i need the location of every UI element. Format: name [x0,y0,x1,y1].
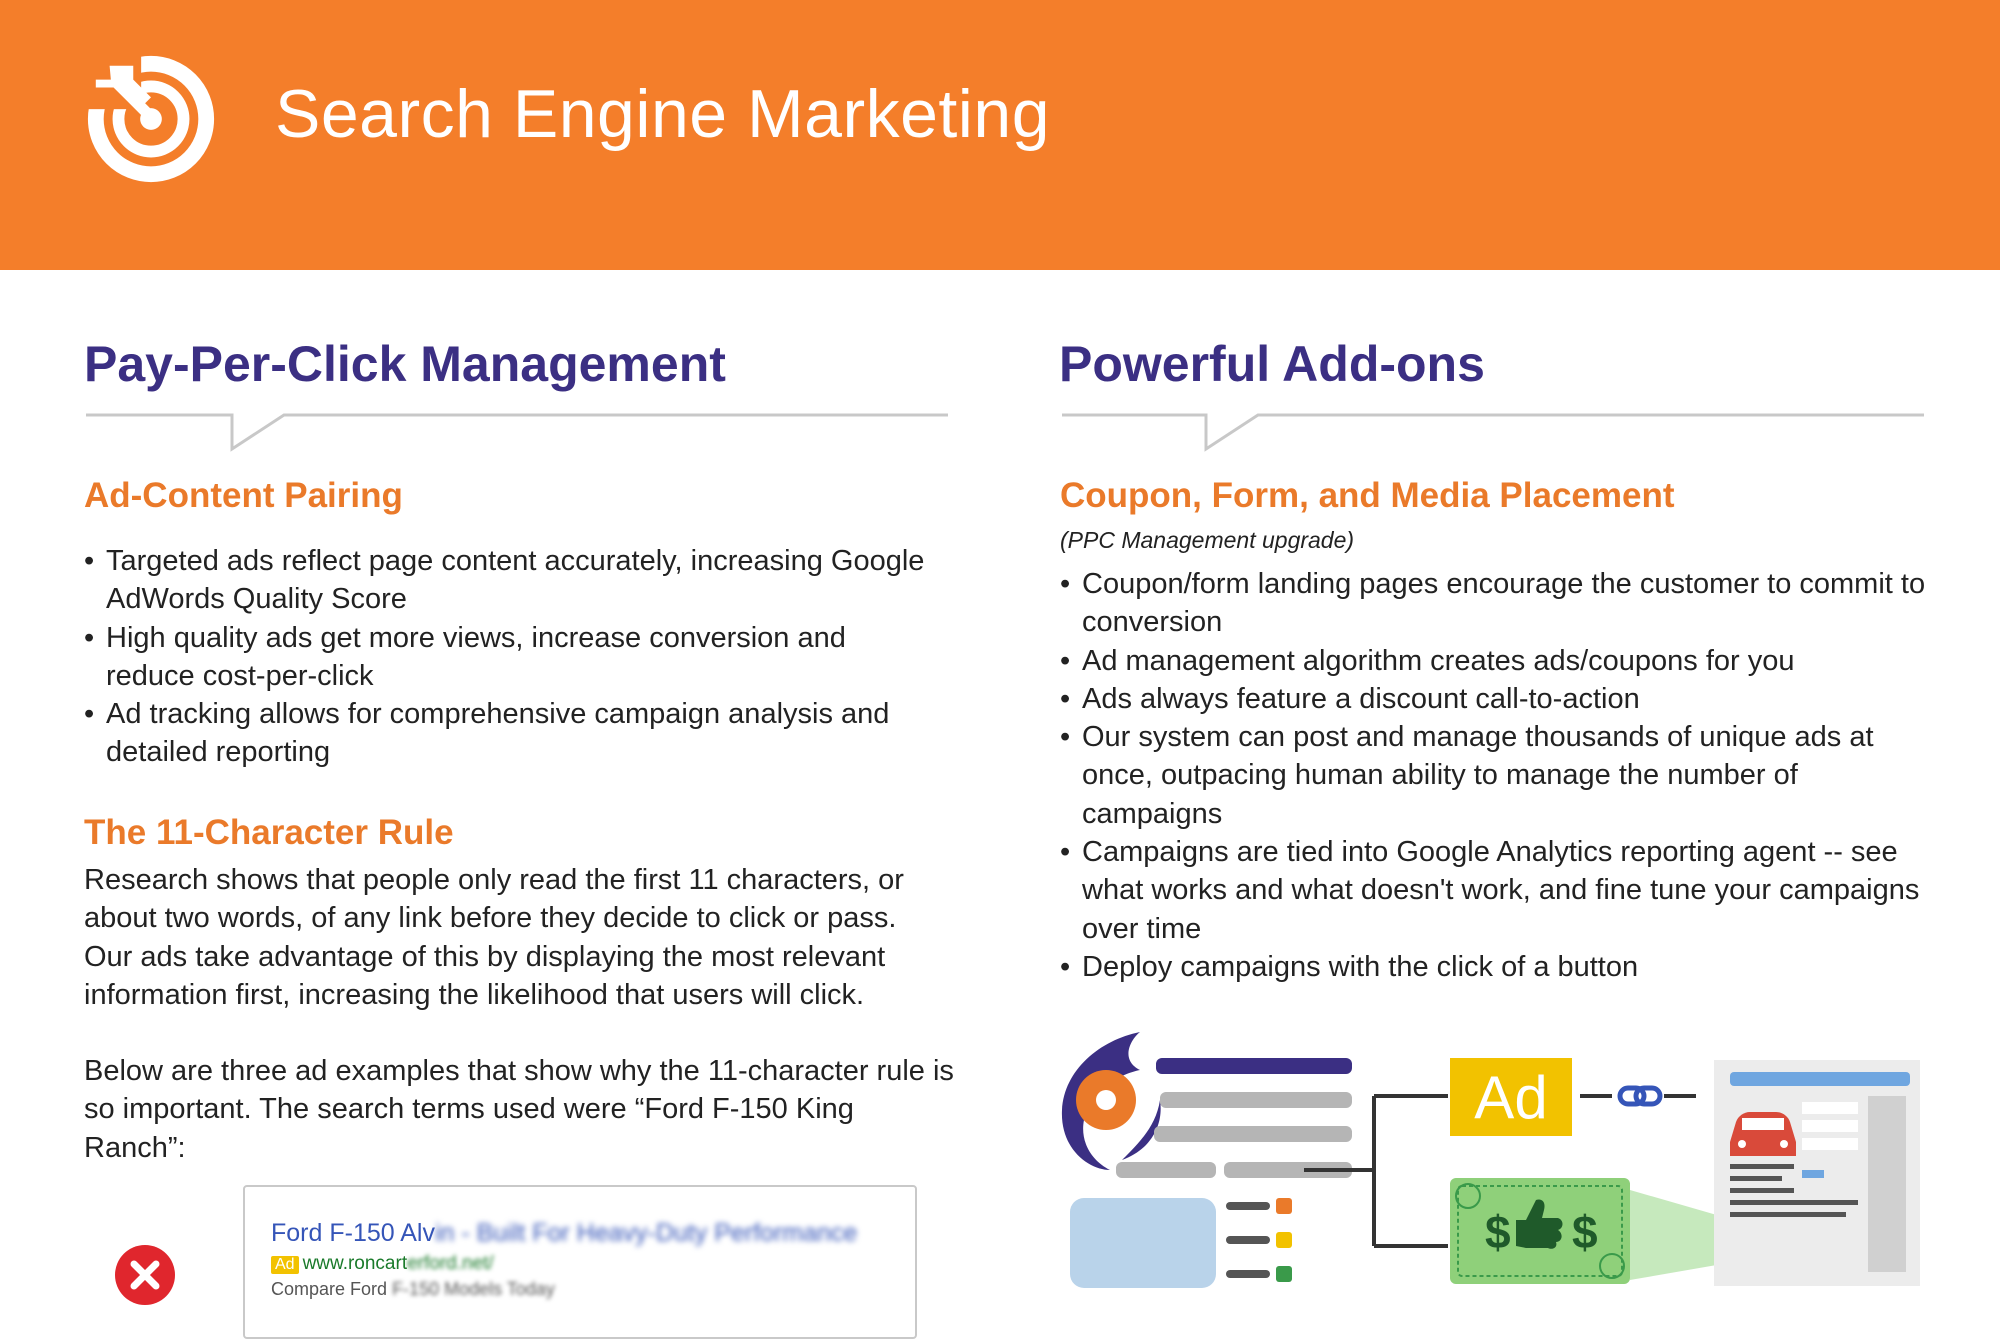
speech-divider [1060,405,1926,455]
list-item: • Our system can post and manage thousands of unique ads at once, outpacing human ability to manage the number of campaigns [1060,718,1930,833]
list-item: • Coupon/form landing pages encourage the customer to commit to conversion [1060,565,1930,642]
ad-example-card [243,1185,917,1339]
ppc-heading: Pay-Per-Click Management [84,336,726,392]
ad-badge: Ad [271,1256,299,1274]
ad-example-url [271,1253,494,1275]
ad-title-blurred: in - Built For Heavy-Duty Performance [434,1219,858,1247]
bar [1116,1162,1216,1178]
ad-content-pairing-heading: Ad-Content Pairing [84,476,403,515]
page-title: Search Engine Marketing [275,76,1051,152]
coupon-form-heading: Coupon, Form, and Media Placement [1060,476,1675,515]
eleven-char-paragraph: Research shows that people only read the first 11 characters, or about two words, of any link before they decide to click or pass. Our ads take advantage of this by displaying the most relevant information first, increasing the likelihood that users will click. [84,864,904,1011]
coupon-dollar-left: $ [1485,1206,1511,1258]
list-item: • High quality ads get more views, increase conversion and reduce cost-per-click [84,619,934,696]
header-banner [0,0,2000,270]
error-x-icon [115,1245,175,1305]
list-item: • Ads always feature a discount call-to-action [1060,680,1930,718]
ad-desc-visible: Compare Ford [271,1279,388,1299]
eleven-char-heading: The 11-Character Rule [84,813,454,852]
list-item: • Ad tracking allows for comprehensive campaign analysis and detailed reporting [84,695,934,772]
car-icon [1730,1112,1796,1156]
coupon-form-list [1060,565,1930,986]
list-item: • Targeted ads reflect page content accurately, increasing Google AdWords Quality Score [84,542,934,619]
ad-example-desc [271,1279,555,1300]
speech-divider [84,405,950,455]
target-arrow-icon [82,50,220,188]
bar [1154,1126,1352,1142]
workflow-illustration [1060,1030,1930,1290]
ad-label: Ad [1474,1064,1548,1131]
list-item: • Ad management algorithm creates ads/coupons for you [1060,642,1930,680]
bar [1156,1058,1352,1074]
ad-desc-blurred: F-150 Models Today [392,1279,555,1299]
ad-title-visible: Ford F-150 Alv [271,1219,435,1247]
list-item: • Deploy campaigns with the click of a button [1060,948,1930,986]
bar [1160,1092,1352,1108]
list-item: • Campaigns are tied into Google Analytics reporting agent -- see what works and what doesn't work, and fine tune your campaigns over time [1060,833,1930,948]
addons-heading: Powerful Add-ons [1059,336,1485,392]
examples-intro-paragraph: Below are three ad examples that show why the 11-character rule is so important. The search terms used were “Ford F-150 King Ranch”: [84,1055,954,1164]
upgrade-note: (PPC Management upgrade) [1060,527,1355,553]
coupon-dollar-right: $ [1572,1206,1598,1258]
ad-url-visible: www.roncart [302,1253,408,1274]
image-placeholder [1070,1198,1216,1288]
ad-example-title[interactable] [271,1219,857,1248]
link-icon [1620,1088,1660,1104]
ad-content-pairing-list [84,542,934,772]
storm-logo-icon [1062,1032,1161,1170]
ad-url-blurred: erford.net/ [407,1253,494,1274]
